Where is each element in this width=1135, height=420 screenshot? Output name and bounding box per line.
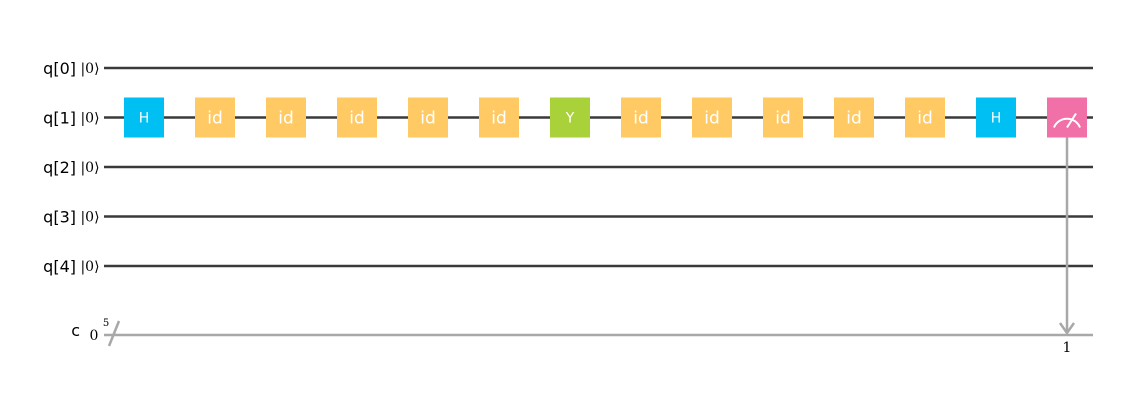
gate-h-0 [124, 98, 164, 138]
qubit-label-2: q[2] [43, 158, 76, 177]
clbit-index: 1 [1062, 340, 1072, 356]
gate-label: id [207, 108, 223, 129]
gate-label: id [917, 108, 933, 129]
classical-label: c [71, 321, 80, 340]
qubit-init-4: |0⟩ [80, 259, 100, 275]
gate-h-12 [976, 98, 1016, 138]
gate-label: H [138, 110, 150, 127]
gate-label: id [633, 108, 649, 129]
measure-box [1047, 98, 1087, 138]
gate-label: id [349, 108, 365, 129]
classical-init: 0 [89, 328, 99, 344]
gate-label: H [990, 110, 1002, 127]
gate-label: id [775, 108, 791, 129]
gate-label: id [846, 108, 862, 129]
gate-id-8 [692, 98, 732, 138]
gate-label: id [491, 108, 507, 129]
gate-id-10 [834, 98, 874, 138]
bus-slash [109, 321, 119, 346]
gate-label: id [704, 108, 720, 129]
gate-id-3 [337, 98, 377, 138]
qubit-label-1: q[1] [43, 108, 76, 128]
measurement-group [1047, 98, 1087, 357]
gate-id-9 [763, 98, 803, 138]
gate-id-11 [905, 98, 945, 138]
gate-label: Y [565, 110, 575, 127]
bus-width: 5 [102, 318, 110, 329]
gate-y-6 [550, 98, 590, 138]
qubit-label-4: q[4] [43, 257, 76, 276]
qubit-init-0: |0⟩ [80, 61, 100, 77]
gate-id-7 [621, 98, 661, 138]
gate-label: id [420, 108, 436, 129]
gate-label: id [278, 108, 294, 129]
gate-id-4 [408, 98, 448, 138]
qubit-label-3: q[3] [43, 207, 76, 227]
qubit-init-1: |0⟩ [80, 110, 100, 127]
quantum-wires [43, 59, 1093, 276]
qubit-label-0: q[0] [43, 59, 76, 78]
gate-id-1 [195, 98, 235, 138]
qubit-init-2: |0⟩ [80, 160, 100, 176]
qubit-init-3: |0⟩ [80, 209, 100, 226]
gate-id-5 [479, 98, 519, 138]
classical-register [71, 318, 1093, 346]
gate-id-2 [266, 98, 306, 138]
